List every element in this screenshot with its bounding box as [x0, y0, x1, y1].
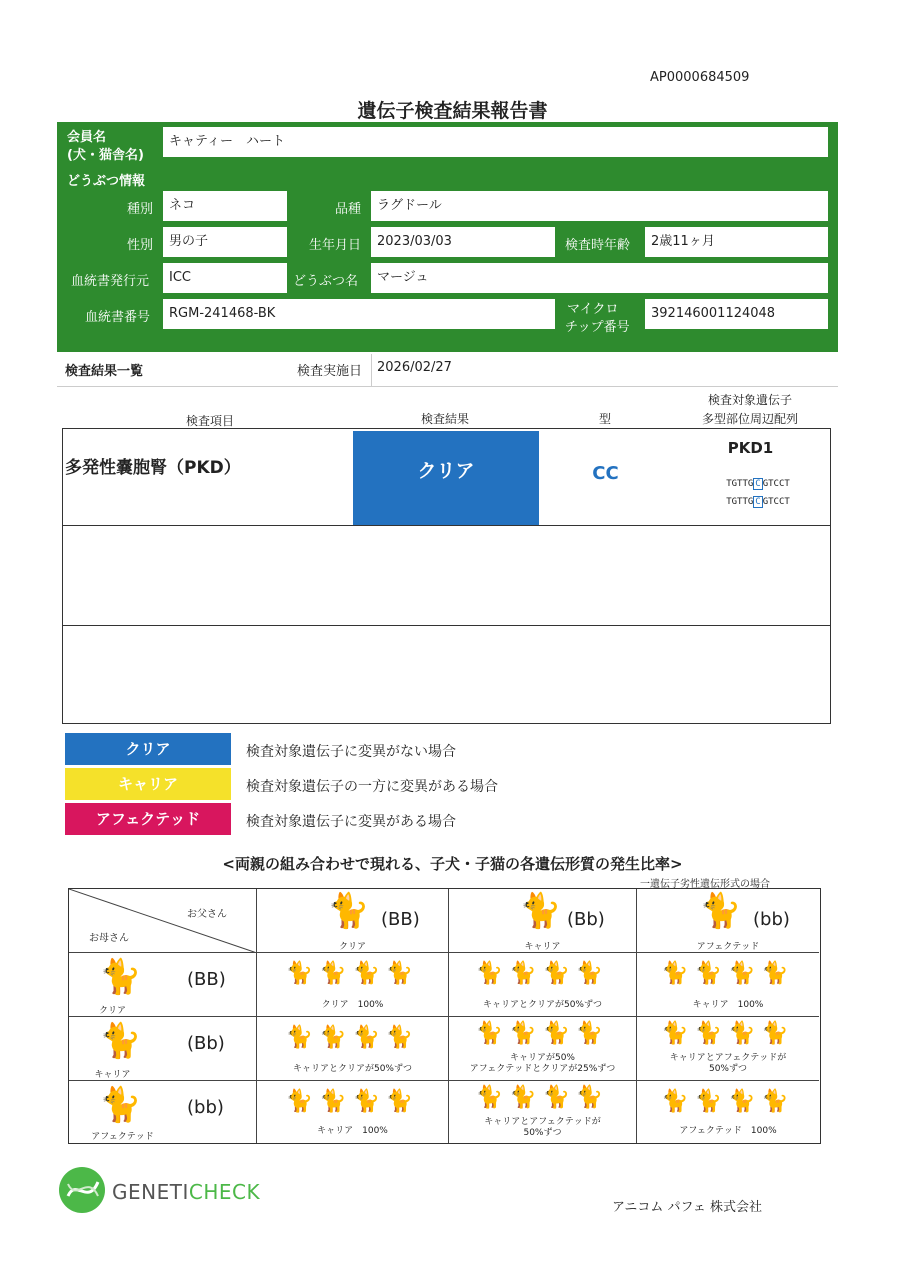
header-result: 検査結果 — [420, 412, 469, 426]
legend-carrier-text: 検査対象遺伝子の一方に変異がある場合 — [246, 779, 498, 795]
result-badge-clear: クリア — [353, 431, 539, 525]
breed-field: ラグドール — [371, 191, 828, 221]
cat-carrier-icon: 🐈 — [99, 1021, 142, 1061]
inheritance-table — [68, 888, 821, 1144]
legend-affected-swatch: アフェクテッド — [65, 803, 231, 835]
offspring-icons: 🐈🐈🐈🐈 — [661, 961, 795, 986]
row-header-affected: 🐈 (bb) アフェクテッド — [69, 1081, 257, 1143]
birth-label: 生年月日 — [309, 238, 362, 253]
col-header-clear: 🐈 (BB) クリア — [257, 889, 449, 953]
cell-carrier-carrier: 🐈🐈🐈🐈 キャリアが50% アフェクテッドとクリアが25%ずつ — [449, 1017, 637, 1081]
pedigree-number-label: 血統書番号 — [85, 310, 151, 325]
legend-clear-swatch: クリア — [65, 733, 231, 765]
offspring-icons: 🐈🐈🐈🐈 — [661, 1021, 795, 1046]
cell-clear-affected: 🐈🐈🐈🐈 キャリア 100% — [637, 953, 819, 1017]
offspring-icons: 🐈🐈🐈🐈 — [475, 1085, 610, 1110]
legend-affected-text: 検査対象遺伝子に変異がある場合 — [246, 814, 456, 830]
result-type: CC — [592, 463, 619, 484]
offspring-icons: 🐈🐈🐈🐈 — [285, 961, 420, 986]
pedigree-issuer-field: ICC — [163, 263, 287, 293]
col-header-carrier: 🐈 (Bb) キャリア — [449, 889, 637, 953]
geneticheck-logo-text: GENETICHECK — [112, 1180, 261, 1204]
summary-row — [57, 352, 838, 387]
page-title: 遺伝子検査結果報告書 — [357, 100, 548, 122]
pedigree-issuer-label: 血統書発行元 — [71, 274, 150, 289]
summary-label: 検査結果一覧 — [65, 364, 144, 379]
cell-clear-carrier: 🐈🐈🐈🐈 キャリアとクリアが50%ずつ — [449, 953, 637, 1017]
document-number: AP0000684509 — [650, 70, 750, 85]
offspring-icons: 🐈🐈🐈🐈 — [475, 1021, 610, 1046]
member-sublabel: (犬・猫舎名) — [67, 148, 144, 163]
cat-affected-icon: 🐈 — [699, 891, 742, 931]
microchip-field: 392146001124048 — [645, 299, 828, 329]
offspring-icons: 🐈🐈🐈🐈 — [285, 1025, 420, 1050]
sequence-line-2: TGTTG C GTCCT — [726, 497, 790, 507]
test-date-value: 2026/02/27 — [377, 360, 452, 375]
sex-label: 性別 — [127, 238, 154, 253]
animal-name-label: どうぶつ名 — [293, 274, 359, 289]
animal-name-field: マージュ — [371, 263, 828, 293]
sex-field: 男の子 — [163, 227, 287, 257]
microchip-label-1: マイクロ — [567, 302, 619, 317]
birth-field: 2023/03/03 — [371, 227, 555, 257]
age-label: 検査時年齢 — [565, 238, 631, 253]
row-header-carrier: 🐈 (Bb) キャリア — [69, 1017, 257, 1081]
member-label: 会員名 — [67, 130, 107, 145]
header-seq-1: 検査対象遺伝子 — [707, 393, 792, 407]
species-field: ネコ — [163, 191, 287, 221]
age-field: 2歳11ヶ月 — [645, 227, 828, 257]
cell-carrier-affected: 🐈🐈🐈🐈 キャリアとアフェクテッドが 50%ずつ — [637, 1017, 819, 1081]
corner-cell — [69, 889, 257, 953]
father-label: お父さん — [187, 909, 227, 920]
cat-carrier-icon: 🐈 — [519, 891, 562, 931]
test-date-label: 検査実施日 — [297, 364, 363, 379]
offspring-icons: 🐈🐈🐈🐈 — [285, 1089, 420, 1114]
offspring-icons: 🐈🐈🐈🐈 — [661, 1089, 795, 1114]
sequence-line-1: TGTTG C GTCCT — [726, 479, 790, 489]
header-item: 検査項目 — [185, 414, 234, 428]
header-type: 型 — [598, 412, 611, 426]
inheritance-note: 一遺伝子劣性遺伝形式の場合 — [640, 879, 770, 890]
cell-clear-clear: 🐈🐈🐈🐈 クリア 100% — [257, 953, 449, 1017]
gene-name: PKD1 — [727, 439, 774, 457]
geneticheck-logo-icon — [58, 1166, 106, 1214]
cat-outline-icon: 🐈 — [327, 891, 370, 931]
inheritance-title: <両親の組み合わせで現れる、子犬・子猫の各遺伝形質の発生比率> — [222, 855, 683, 873]
species-label: 種別 — [127, 202, 154, 217]
mother-label: お母さん — [89, 933, 129, 944]
microchip-label-2: チップ番号 — [565, 320, 630, 335]
animal-info-panel — [57, 122, 838, 352]
breed-label: 品種 — [335, 202, 362, 217]
col-header-affected: 🐈 (bb) アフェクテッド — [637, 889, 819, 953]
legend-carrier-swatch: キャリア — [65, 768, 231, 800]
cell-affected-carrier: 🐈🐈🐈🐈 キャリアとアフェクテッドが 50%ずつ — [449, 1081, 637, 1143]
cell-carrier-clear: 🐈🐈🐈🐈 キャリアとクリアが50%ずつ — [257, 1017, 449, 1081]
legend-clear-text: 検査対象遺伝子に変異がない場合 — [246, 744, 456, 760]
cat-affected-icon: 🐈 — [99, 1085, 142, 1125]
animal-info-header: どうぶつ情報 — [67, 174, 146, 189]
cat-outline-icon: 🐈 — [99, 957, 142, 997]
header-seq-2: 多型部位周辺配列 — [701, 412, 798, 426]
row-header-clear: 🐈 (BB) クリア — [69, 953, 257, 1017]
cell-affected-affected: 🐈🐈🐈🐈 アフェクテッド 100% — [637, 1081, 819, 1143]
company-name: アニコム パフェ 株式会社 — [612, 1200, 762, 1215]
result-item-name: 多発性嚢胞腎（PKD） — [65, 458, 241, 478]
member-name-field: キャティー ハート — [163, 127, 828, 157]
offspring-icons: 🐈🐈🐈🐈 — [475, 961, 610, 986]
results-table — [62, 428, 831, 724]
pedigree-number-field: RGM-241468-BK — [163, 299, 555, 329]
cell-affected-clear: 🐈🐈🐈🐈 キャリア 100% — [257, 1081, 449, 1143]
